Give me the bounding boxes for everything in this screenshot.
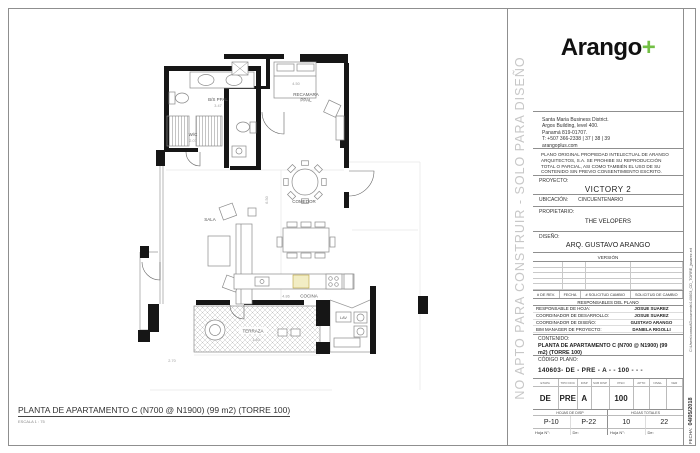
- code-col-value: [634, 387, 651, 410]
- code-table-values: [533, 387, 683, 410]
- location-label: UBICACIÓN:: [539, 197, 569, 203]
- address-line: Argos Building, level 400.: [542, 123, 599, 130]
- code-table: [533, 379, 683, 410]
- address-line: arangoplus.com: [542, 142, 578, 149]
- room-label-terraza: TERRAZA: [242, 328, 264, 334]
- responsables-table: [533, 306, 683, 335]
- code-col-header: TIPO DOC: [559, 379, 579, 387]
- code-col-value: 100: [610, 387, 634, 410]
- revision-headers: [533, 291, 683, 299]
- logo-box: [533, 8, 683, 112]
- code-col-header: APTO: [634, 379, 651, 387]
- dim-cocina: 4.86: [282, 294, 290, 299]
- design-value: ARQ. GUSTAVO ARANGO: [565, 242, 651, 249]
- stove: [293, 275, 309, 288]
- code-col-value: [650, 387, 667, 410]
- logo-plus-icon: +: [641, 34, 656, 61]
- divider-plan-note: [507, 8, 508, 445]
- code-col-value: [667, 387, 684, 410]
- hoja-value: P-22: [571, 416, 609, 429]
- design-label: DISEÑO:: [539, 234, 560, 240]
- code-col-header: DISP: [578, 379, 592, 387]
- responsable-label: BIM MANAGER DE PROYECTO:: [536, 326, 602, 332]
- hoja-value: P-10: [533, 416, 571, 429]
- room-label-cocina: COCINA: [300, 293, 318, 299]
- code-col-header: SUB DISP: [592, 379, 610, 387]
- floor-plan: [50, 42, 450, 407]
- code-col-value: PRE: [559, 387, 579, 410]
- code-col-value: DE: [533, 387, 559, 410]
- hoja-n-label: Hoja N°:: [533, 429, 571, 435]
- contenido-value: PLANTA DE APARTAMENTO C (N700 @ N1900) (99 m2) (TORRE 100): [538, 343, 668, 356]
- responsable-row: [533, 313, 683, 320]
- address-line: T: +507 366-2338 | 37 | 38 | 39: [542, 136, 610, 143]
- hoja-value: 22: [646, 416, 684, 429]
- room-label-lav: LAV: [340, 316, 347, 320]
- responsable-label: COORDINADOR DE DISEÑO:: [536, 319, 597, 325]
- rev-header: SOLICITUD DE CAMBIO: [631, 291, 684, 298]
- codigo-value: 140603- DE - PRE - A - - 100 - - -: [538, 367, 643, 374]
- rev-header: # SOLICITUD CAMBIO: [581, 291, 631, 298]
- logo-text: Arango: [560, 34, 642, 61]
- room-label-bano: B/S PPAL: [208, 97, 228, 102]
- location-section: [533, 195, 683, 207]
- code-col-header: PISO: [610, 379, 634, 387]
- responsable-value: DANIELA RIGOLLI: [632, 326, 671, 332]
- codigo-label: CÓDIGO PLANO:: [538, 357, 579, 363]
- fecha-label: FECHA:: [688, 427, 693, 444]
- dim-recamara: 4.50: [292, 82, 300, 86]
- owner-section: [533, 207, 683, 232]
- responsable-value: GUSTAVO ARANGO: [630, 319, 673, 325]
- title-block: [533, 8, 683, 445]
- contenido-label: CONTENIDO:: [538, 336, 570, 342]
- responsables-title: RESPONSABLES DEL PLANO: [533, 299, 683, 306]
- de-label: De:: [647, 429, 654, 435]
- dim-bano: 3.47: [214, 104, 222, 108]
- version-header: VERSIÓN: [533, 253, 683, 262]
- fecha-note: [688, 397, 694, 444]
- fecha-value: 04/05/2018: [688, 397, 694, 426]
- code-col-value: A: [578, 387, 592, 410]
- responsable-value: JOSUE SUAREZ: [634, 313, 669, 319]
- responsable-row: [533, 326, 683, 333]
- hojas-section: [533, 410, 683, 435]
- hojas-totales-header: HOJAS TOTALES: [608, 410, 683, 416]
- codigo-section: [533, 356, 683, 379]
- hojas-disp-header: HOJAS DE DISP: [533, 410, 608, 416]
- no-apto-watermark: NO APTO PARA CONSTRUIR - SOLO PARA DISEÑO: [513, 56, 527, 400]
- address-line: Santa Maria Business District.: [542, 117, 609, 123]
- rev-header: FECHA: [560, 291, 581, 298]
- dim-closet: 2.07: [189, 139, 197, 143]
- view-title: PLANTA DE APARTAMENTO C (N700 @ N1900) (99 m2) (TORRE 100): [18, 405, 291, 415]
- code-col-value: [592, 387, 610, 410]
- code-col-header: VER: [667, 379, 684, 387]
- file-path-note: C:\Users\conrad\Documents\140603_CD_TORRE_jsuarez.rvt: [689, 248, 693, 352]
- location-value: CINCUENTENARIO: [578, 197, 624, 203]
- version-table: [533, 262, 683, 291]
- hoja-value: 10: [608, 416, 646, 429]
- responsable-label: COORDINADOR DE DESARROLLO:: [536, 313, 610, 319]
- project-section: [533, 176, 683, 195]
- address-block: [533, 112, 683, 149]
- room-label-closet: W/C: [188, 132, 198, 137]
- code-table-headers: [533, 379, 683, 387]
- project-name: VICTORY 2: [584, 185, 632, 194]
- responsable-row: [533, 306, 683, 313]
- dim-sala: 6.50: [265, 196, 269, 204]
- dim-terraza-w: 1.40: [252, 338, 260, 342]
- responsable-value: JOSUE SUAREZ: [634, 306, 669, 312]
- address-line: Panamá 819-01707.: [542, 129, 588, 136]
- room-label-recamara: RECAMARA: [293, 92, 319, 97]
- company-logo: [561, 34, 656, 62]
- divider-titleblock-edge: [683, 8, 684, 445]
- contenido-section: [533, 335, 683, 356]
- view-scale: ESCALA 1 : 75: [18, 419, 45, 424]
- code-col-header: ETAPA: [533, 379, 559, 387]
- design-section: [533, 232, 683, 253]
- responsable-label: RESPONSABLE DE HOJA:: [536, 306, 591, 312]
- rev-header: # DE REV.: [533, 291, 560, 298]
- room-label-recamara-2: PPAL: [300, 97, 312, 103]
- responsable-row: [533, 320, 683, 327]
- legal-notice: PLANO ORIGINAL PROPIEDAD INTELECTUAL DE ARANGO ARQUITECTOS, S.A. SE PROHIBE SU REPRODUCCIÓN TOTAL O PARCIAL, ASI COMO TAMBIÉN EL USO DE SU CONTENIDO SIN PREVIO CONSENTIMIENTO ESCRITO.: [533, 149, 683, 176]
- code-col-header: NIVEL: [650, 379, 667, 387]
- project-label: PROYECTO:: [539, 178, 569, 184]
- de-label: De:: [571, 429, 609, 435]
- room-label-sala: SALA: [204, 217, 216, 222]
- dim-terraza-l: 2.70: [168, 359, 176, 363]
- owner-label: PROPIETARIO:: [539, 209, 575, 215]
- room-label-comedor: COMEDOR: [292, 199, 316, 204]
- owner-value: THE VELOPERS: [584, 219, 631, 225]
- hoja-n-label: Hoja N°:: [608, 429, 646, 435]
